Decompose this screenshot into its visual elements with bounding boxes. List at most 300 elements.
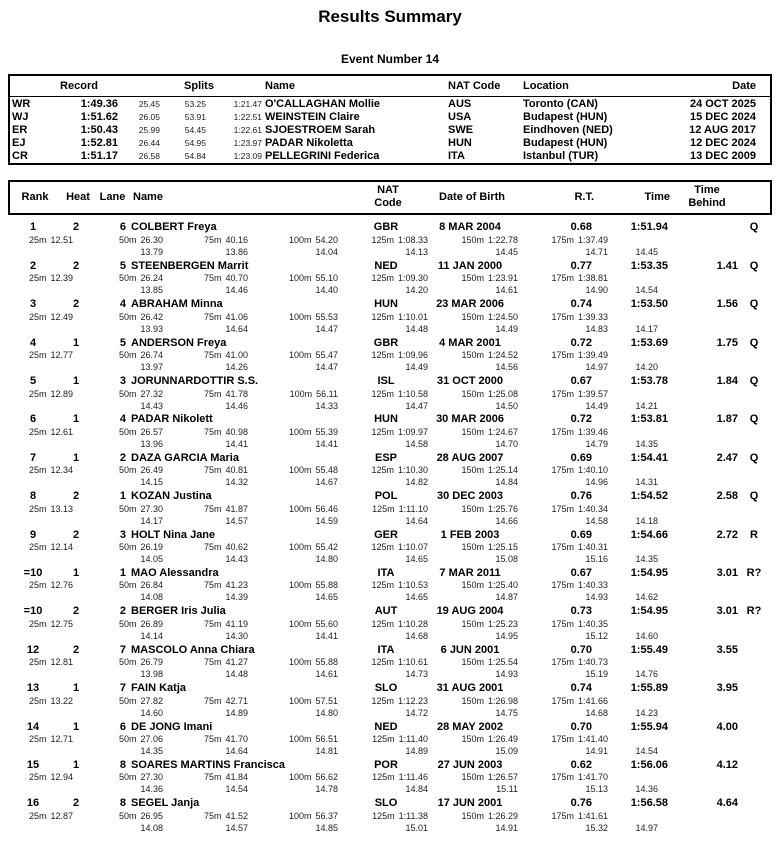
lap-value: 14.14	[140, 630, 163, 641]
split-value: 1:25.76	[487, 503, 518, 514]
split-label: 50m	[118, 580, 137, 591]
split-label: 175m	[551, 734, 574, 745]
lap-value: 14.56	[495, 362, 518, 373]
result-reaction-time: 0.68	[570, 221, 592, 234]
final-lap-value: 14.20	[635, 362, 658, 373]
record-time: 1:51.17	[80, 150, 118, 163]
swimmer-name: SOARES MARTINS Francisca	[131, 758, 286, 771]
result-final-time: 1:53.35	[630, 259, 668, 272]
split-value: 13.13	[50, 503, 73, 514]
records-header-nat-code: NAT Code	[448, 80, 501, 92]
split-label: 125m	[371, 234, 394, 245]
result-lane: 1	[119, 490, 126, 503]
header-time-behind	[672, 184, 742, 210]
split-label: 175m	[551, 772, 574, 783]
split-label: 175m	[551, 542, 574, 553]
split-value: 1:25.14	[487, 465, 518, 476]
split-value: 13.22	[50, 695, 73, 706]
result-date-of-birth: 8 MAR 2004	[439, 221, 501, 234]
split-cell	[73, 696, 163, 706]
swimmer-name: COLBERT Freya	[131, 221, 217, 234]
lap-value: 14.32	[225, 477, 248, 488]
lap-value: 14.45	[495, 246, 518, 257]
splits-line	[8, 311, 772, 323]
result-date-of-birth: 7 MAR 2011	[439, 566, 501, 579]
split-cell	[8, 619, 73, 629]
laps-line	[8, 361, 772, 373]
result-nat-code: NED	[374, 259, 398, 272]
split-label: 150m	[461, 426, 484, 437]
lap-value: 14.91	[585, 746, 608, 757]
result-nat-code: ITA	[377, 566, 395, 579]
split-label: 25m	[28, 657, 47, 668]
split-cell	[338, 427, 428, 437]
split-value: 26.84	[140, 580, 163, 591]
result-lane: 5	[119, 259, 126, 272]
split-cell	[428, 235, 518, 245]
lap-value: 14.41	[315, 438, 338, 449]
result-main-line	[8, 642, 772, 656]
split-label: 150m	[461, 657, 484, 668]
split-value: 26.89	[140, 618, 163, 629]
result-reaction-time: 0.69	[570, 528, 592, 541]
swimmer-name: JORUNNARDOTTIR S.S.	[131, 375, 259, 387]
swimmer-name: MASCOLO Anna Chiara	[131, 643, 255, 656]
result-nat-code: GBR	[373, 336, 399, 349]
split-cell	[163, 657, 248, 667]
result-nat-code: NED	[374, 720, 398, 733]
split-cell	[338, 350, 428, 360]
result-heat: 2	[72, 259, 80, 272]
lap-value: 14.40	[315, 285, 338, 296]
split-label: 50m	[118, 657, 137, 668]
result-heat: 2	[72, 221, 80, 234]
swimmer-name: BERGER Iris Julia	[131, 605, 226, 618]
split-label: 25m	[28, 388, 47, 399]
record-tag: CR	[12, 150, 28, 163]
split-value: 27.06	[140, 734, 163, 745]
split-value: 26.19	[140, 542, 163, 553]
result-row	[8, 565, 772, 603]
split-value: 1:10.30	[397, 465, 428, 476]
split-label: 150m	[461, 618, 484, 629]
split-label: 25m	[28, 772, 47, 783]
result-date-of-birth: 19 AUG 2004	[436, 605, 504, 618]
split-value: 1:25.15	[487, 542, 518, 553]
lap-value: 14.05	[140, 554, 163, 565]
split-cell	[8, 350, 73, 360]
split-cell	[518, 465, 608, 475]
split-cell	[73, 389, 163, 399]
result-final-time: 1:56.58	[630, 797, 668, 810]
split-value: 27.30	[140, 772, 163, 783]
header-behind-line2: Behind	[688, 197, 726, 210]
result-main-line	[8, 604, 772, 618]
split-cell	[518, 350, 608, 360]
record-holder-name: PELLEGRINI Federica	[265, 150, 380, 163]
result-qualification-mark: Q	[749, 413, 759, 426]
split-value: 12.34	[50, 465, 73, 476]
result-heat: 2	[72, 643, 80, 656]
split-label: 100m	[288, 580, 312, 591]
record-holder-name: PADAR Nikoletta	[265, 137, 353, 150]
result-time-behind: 1.56	[716, 298, 738, 311]
lap-value: 15.01	[405, 822, 428, 833]
split-cell	[163, 580, 248, 590]
split-cell	[73, 504, 163, 514]
split-label: 50m	[118, 503, 137, 514]
split-value: 27.30	[140, 503, 163, 514]
lap-value: 15.12	[585, 630, 608, 641]
result-date-of-birth: 4 MAR 2001	[439, 336, 501, 349]
lap-value: 14.87	[495, 592, 518, 603]
split-value: 12.75	[50, 618, 73, 629]
lap-value: 14.47	[315, 362, 338, 373]
split-value: 56.37	[315, 810, 338, 821]
laps-line	[8, 246, 772, 258]
split-value: 12.87	[50, 810, 73, 821]
lap-value: 13.79	[140, 246, 163, 257]
splits-line	[8, 464, 772, 476]
split-cell	[73, 580, 163, 590]
result-main-line	[8, 681, 772, 695]
result-reaction-time: 0.67	[570, 375, 592, 387]
lap-value: 14.58	[585, 515, 608, 526]
lap-value: 13.97	[140, 362, 163, 373]
split-cell	[518, 389, 608, 399]
splits-line	[8, 771, 772, 783]
split-label: 75m	[203, 350, 222, 361]
event-number: Event Number 14	[340, 52, 440, 66]
split-cell	[518, 273, 608, 283]
final-lap-value: 14.54	[635, 285, 658, 296]
result-qualification-mark: Q	[749, 451, 759, 464]
final-lap-value: 14.60	[635, 630, 658, 641]
split-cell	[518, 772, 608, 782]
result-main-line	[8, 374, 772, 388]
split-cell	[73, 273, 163, 283]
split-cell	[8, 542, 73, 552]
splits-line	[8, 388, 772, 400]
result-date-of-birth: 11 JAN 2000	[437, 259, 503, 272]
split-cell	[8, 772, 73, 782]
header-name: Name	[133, 191, 163, 204]
lap-value: 14.85	[315, 822, 338, 833]
lap-value: 14.13	[405, 246, 428, 257]
record-time: 1:49.36	[80, 97, 118, 110]
swimmer-name: SEGEL Janja	[131, 797, 200, 810]
split-label: 150m	[461, 465, 484, 476]
result-heat: 2	[72, 298, 80, 311]
result-rank: 6	[29, 413, 37, 426]
laps-line	[8, 284, 772, 296]
record-holder-name: SJOESTROEM Sarah	[265, 123, 376, 136]
record-split-50m: 26.05	[138, 111, 160, 122]
split-label: 125m	[371, 580, 394, 591]
split-value: 40.81	[225, 465, 248, 476]
result-rank: 16	[26, 797, 40, 810]
splits-line	[8, 541, 772, 553]
split-label: 100m	[288, 465, 312, 476]
split-label: 175m	[551, 311, 574, 322]
record-split-50m: 25.45	[138, 98, 160, 109]
lap-value: 14.73	[405, 669, 428, 680]
lap-value: 15.09	[495, 746, 518, 757]
split-label: 25m	[28, 426, 47, 437]
split-value: 41.23	[225, 580, 248, 591]
lap-value: 15.19	[585, 669, 608, 680]
result-row	[8, 297, 772, 335]
lap-value: 14.08	[140, 592, 163, 603]
split-label: 100m	[288, 618, 312, 629]
result-time-behind: 4.12	[716, 758, 738, 771]
lap-value: 14.54	[225, 784, 248, 795]
split-label: 125m	[371, 618, 394, 629]
split-label: 100m	[289, 388, 313, 399]
split-cell	[518, 542, 608, 552]
split-value: 26.24	[140, 273, 163, 284]
split-value: 56.11	[316, 388, 338, 399]
record-location: Istanbul (TUR)	[523, 150, 599, 163]
split-label: 125m	[371, 465, 394, 476]
split-label: 75m	[203, 426, 222, 437]
split-label: 100m	[288, 311, 312, 322]
record-split-50m: 26.58	[138, 151, 160, 162]
split-label: 175m	[551, 388, 574, 399]
split-cell	[428, 734, 518, 744]
lap-value: 14.58	[405, 438, 428, 449]
split-value: 1:11.40	[398, 734, 428, 745]
record-row	[10, 150, 770, 163]
final-lap-value: 14.17	[635, 323, 658, 334]
split-label: 175m	[551, 234, 574, 245]
split-value: 1:09.30	[397, 273, 428, 284]
result-row	[8, 757, 772, 795]
record-split-100m: 53.91	[184, 111, 206, 122]
result-time-behind: 1.41	[716, 259, 738, 272]
result-heat: 1	[72, 375, 80, 387]
split-value: 12.94	[50, 772, 73, 783]
result-final-time: 1:55.89	[630, 682, 668, 695]
split-label: 100m	[288, 350, 312, 361]
split-label: 50m	[118, 465, 137, 476]
splits-line	[8, 426, 772, 438]
split-label: 25m	[28, 273, 47, 284]
result-heat: 1	[72, 566, 80, 579]
split-label: 75m	[203, 273, 222, 284]
swimmer-name: DE JONG Imani	[131, 720, 213, 733]
result-rank: =10	[23, 566, 43, 579]
split-value: 56.62	[315, 772, 338, 783]
lap-value: 14.49	[585, 400, 608, 411]
result-time-behind: 1.84	[716, 375, 738, 387]
lap-value: 14.90	[585, 285, 608, 296]
result-date-of-birth: 1 FEB 2003	[440, 528, 500, 541]
final-lap-value: 14.31	[635, 477, 658, 488]
result-row	[8, 642, 772, 680]
record-date: 12 AUG 2017	[689, 123, 756, 136]
split-cell	[248, 580, 338, 590]
laps-line	[8, 745, 772, 757]
split-value: 26.79	[140, 657, 163, 668]
split-cell	[8, 312, 73, 322]
split-cell	[248, 273, 338, 283]
split-label: 175m	[551, 657, 574, 668]
result-date-of-birth: 23 MAR 2006	[436, 298, 504, 311]
result-nat-code: ITA	[377, 643, 395, 656]
lap-value: 14.80	[315, 707, 338, 718]
split-value: 27.32	[140, 388, 163, 399]
split-value: 1:09.97	[397, 426, 428, 437]
result-final-time: 1:54.66	[630, 528, 668, 541]
split-cell	[518, 696, 608, 706]
split-label: 125m	[371, 542, 394, 553]
split-label: 50m	[118, 388, 137, 399]
split-label: 100m	[288, 734, 312, 745]
lap-value: 14.46	[225, 400, 248, 411]
lap-value: 14.96	[585, 477, 608, 488]
split-label: 125m	[372, 810, 395, 821]
split-value: 55.60	[315, 618, 338, 629]
record-tag: EJ	[12, 137, 26, 150]
split-label: 50m	[118, 311, 137, 322]
split-value: 12.81	[50, 657, 73, 668]
result-row	[8, 719, 772, 757]
split-label: 125m	[371, 695, 394, 706]
lap-value: 14.47	[405, 400, 428, 411]
split-cell	[163, 542, 248, 552]
split-cell	[163, 772, 248, 782]
lap-value: 14.95	[495, 630, 518, 641]
split-label: 75m	[203, 618, 222, 629]
split-value: 56.51	[315, 734, 338, 745]
result-reaction-time: 0.69	[570, 451, 592, 464]
split-value: 12.76	[50, 580, 73, 591]
splits-line	[8, 733, 772, 745]
record-time: 1:52.81	[80, 137, 118, 150]
split-cell	[8, 389, 73, 399]
result-date-of-birth: 27 JUN 2003	[437, 758, 503, 771]
result-time-behind: 2.72	[716, 528, 738, 541]
header-time: Time	[644, 191, 670, 204]
split-cell	[8, 696, 73, 706]
record-split-150m: 1:22.61	[233, 124, 262, 135]
split-label: 100m	[288, 810, 312, 821]
split-cell	[8, 273, 73, 283]
split-value: 12.51	[50, 234, 73, 245]
split-value: 1:24.50	[487, 311, 518, 322]
record-location: Budapest (HUN)	[523, 137, 608, 150]
split-cell	[338, 273, 428, 283]
split-label: 25m	[28, 311, 47, 322]
split-cell	[518, 427, 608, 437]
split-label: 150m	[461, 388, 484, 399]
page-title: Results Summary	[318, 7, 462, 26]
split-label: 25m	[28, 542, 47, 553]
split-cell	[163, 312, 248, 322]
result-rank: 7	[29, 451, 37, 464]
splits-line	[8, 618, 772, 630]
result-lane: 8	[119, 797, 126, 810]
record-nat-code: SWE	[448, 123, 474, 136]
result-rank: 12	[26, 643, 40, 656]
split-value: 41.06	[225, 311, 248, 322]
result-rank: 9	[29, 528, 37, 541]
result-qualification-mark: Q	[749, 490, 759, 503]
records-header-record: Record	[60, 80, 98, 92]
split-value: 1:39.49	[577, 350, 608, 361]
split-cell	[518, 504, 608, 514]
split-label: 100m	[288, 273, 312, 284]
split-cell	[338, 619, 428, 629]
lap-value: 14.78	[315, 784, 338, 795]
lap-value: 14.50	[495, 400, 518, 411]
record-location: Eindhoven (NED)	[523, 123, 613, 136]
splits-line	[8, 810, 772, 822]
split-cell	[8, 580, 73, 590]
split-label: 175m	[551, 426, 574, 437]
split-label: 175m	[551, 350, 574, 361]
result-final-time: 1:54.41	[630, 451, 668, 464]
split-value: 56.46	[315, 503, 338, 514]
record-split-100m: 54.95	[184, 138, 206, 149]
split-cell	[338, 389, 428, 399]
result-heat: 2	[72, 490, 80, 503]
lap-value: 14.89	[405, 746, 428, 757]
lap-value: 14.84	[495, 477, 518, 488]
split-cell	[518, 235, 608, 245]
lap-value: 14.75	[495, 707, 518, 718]
split-cell	[428, 696, 518, 706]
split-label: 50m	[118, 618, 137, 629]
result-rank: 14	[26, 720, 40, 733]
record-nat-code: ITA	[448, 150, 465, 163]
laps-line	[8, 553, 772, 565]
split-cell	[163, 619, 248, 629]
result-reaction-time: 0.73	[570, 605, 592, 618]
lap-value: 15.08	[495, 554, 518, 565]
result-qualification-mark: Q	[749, 375, 759, 387]
laps-line	[8, 400, 772, 412]
records-body	[10, 97, 770, 163]
result-nat-code: SLO	[374, 682, 398, 695]
result-final-time: 1:53.50	[630, 298, 668, 311]
split-cell	[248, 389, 338, 399]
result-main-line	[8, 489, 772, 503]
split-label: 150m	[461, 273, 484, 284]
results-header-row	[8, 180, 772, 215]
result-lane: 6	[119, 221, 126, 234]
lap-value: 14.17	[140, 515, 163, 526]
result-date-of-birth: 30 DEC 2003	[436, 490, 504, 503]
lap-value: 14.67	[315, 477, 338, 488]
lap-value: 14.60	[140, 707, 163, 718]
split-label: 150m	[461, 350, 484, 361]
lap-value: 14.93	[585, 592, 608, 603]
header-lane: Lane	[99, 191, 126, 204]
split-label: 50m	[118, 234, 137, 245]
result-qualification-mark: Q	[749, 336, 759, 349]
split-cell	[428, 465, 518, 475]
result-lane: 3	[119, 375, 126, 387]
split-cell	[428, 312, 518, 322]
lap-value: 15.32	[585, 822, 608, 833]
result-main-line	[8, 335, 772, 349]
lap-value: 14.43	[140, 400, 163, 411]
result-row	[8, 258, 772, 296]
final-lap-value: 14.35	[635, 438, 658, 449]
split-value: 12.89	[50, 388, 73, 399]
